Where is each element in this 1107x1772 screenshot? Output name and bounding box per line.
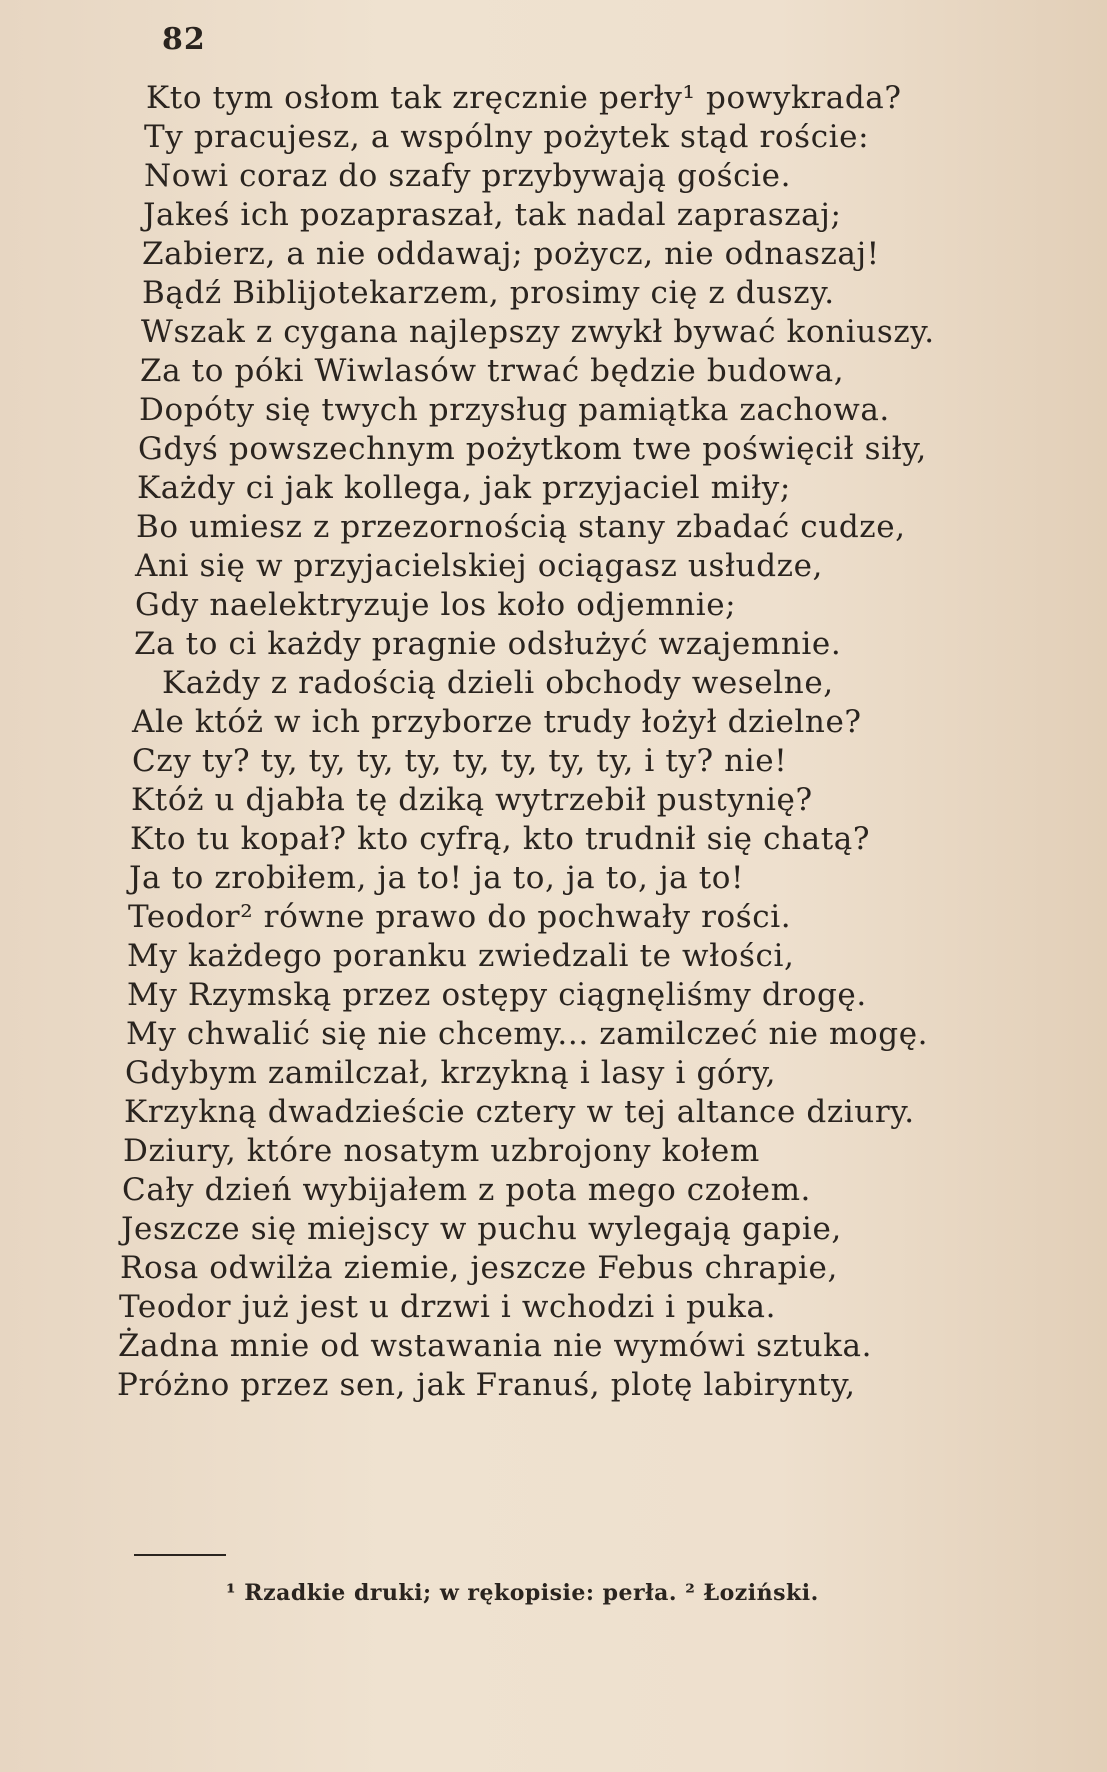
poem-line: Cały dzień wybijałem z pota mego czołem.	[122, 1172, 812, 1208]
poem-line: Bądź Biblijotekarzem, prosimy cię z duszy.	[142, 275, 835, 311]
poem-line: Ale któż w ich przyborze trudy łożył dzielne?	[132, 704, 862, 740]
poem-line: Każdy z radością dzieli obchody weselne,	[162, 665, 834, 701]
poem-line: Kto tu kopał? kto cyfrą, kto trudnił się chatą?	[130, 821, 871, 857]
poem-line: Żadna mnie od wstawania nie wymówi sztuka.	[118, 1328, 873, 1364]
poem-line: Dziury, które nosatym uzbrojony kołem	[123, 1133, 760, 1169]
poem-line: My chwalić się nie chcemy... zamilczeć nie mogę.	[126, 1016, 929, 1052]
poem-line: Rosa odwilża ziemie, jeszcze Febus chrapie,	[120, 1250, 838, 1286]
footnote: ¹ Rzadkie druki; w rękopisie: perła. ² Łoziński.	[226, 1580, 819, 1606]
poem-line: Zabierz, a nie oddawaj; pożycz, nie odnaszaj!	[142, 236, 880, 272]
poem-line: Któż u djabła tę dziką wytrzebił pustynię?	[131, 782, 813, 818]
poem-line: Kto tym osłom tak zręcznie perły¹ powykrada?	[146, 80, 902, 116]
poem-line: Teodor już jest u drzwi i wchodzi i puka.	[119, 1289, 777, 1325]
poem-line: My każdego poranku zwiedzali te włości,	[127, 938, 795, 974]
poem-line: Czy ty? ty, ty, ty, ty, ty, ty, ty, ty, i ty? nie!	[132, 743, 788, 779]
poem-line: Dopóty się twych przysług pamiątka zachowa.	[139, 392, 890, 428]
poem-line: Ani się w przyjacielskiej ociągasz usłudze,	[135, 548, 824, 584]
poem-line: Ty pracujesz, a wspólny pożytek stąd roście:	[144, 119, 870, 155]
poem-line: Gdyś powszechnym pożytkom twe poświęcił siły,	[138, 431, 927, 467]
poem-line: Bo umiesz z przezornością stany zbadać cudze,	[136, 509, 906, 545]
poem-line: Krzykną dwadzieście cztery w tej altance dziury.	[124, 1094, 915, 1130]
page-number: 82	[162, 22, 206, 57]
poem-line: Jakeś ich pozapraszał, tak nadal zapraszaj;	[143, 197, 842, 233]
poem-line: Gdybym zamilczał, krzykną i lasy i góry,	[125, 1055, 777, 1091]
poem-line: Teodor² równe prawo do pochwały rości.	[128, 899, 792, 935]
poem-line: Nowi coraz do szafy przybywają goście.	[144, 158, 792, 194]
poem-line: Jeszcze się miejscy w puchu wylegają gapie,	[121, 1211, 842, 1247]
poem-line: Próżno przez sen, jak Franuś, plotę labirynty,	[117, 1367, 856, 1403]
poem-line: Wszak z cygana najlepszy zwykł bywać koniuszy.	[141, 314, 935, 350]
poem-line: Za to ci każdy pragnie odsłużyć wzajemnie.	[134, 626, 842, 662]
poem-line: Każdy ci jak kollega, jak przyjaciel miły;	[137, 470, 791, 506]
footnote-divider	[134, 1554, 226, 1556]
poem-line: My Rzymską przez ostępy ciągnęliśmy drogę.	[127, 977, 867, 1013]
poem-line: Gdy naelektryzuje los koło odjemnie;	[135, 587, 737, 623]
poem-line: Za to póki Wiwlasów trwać będzie budowa,	[140, 353, 845, 389]
poem-line: Ja to zrobiłem, ja to! ja to, ja to, ja to!	[129, 860, 745, 896]
